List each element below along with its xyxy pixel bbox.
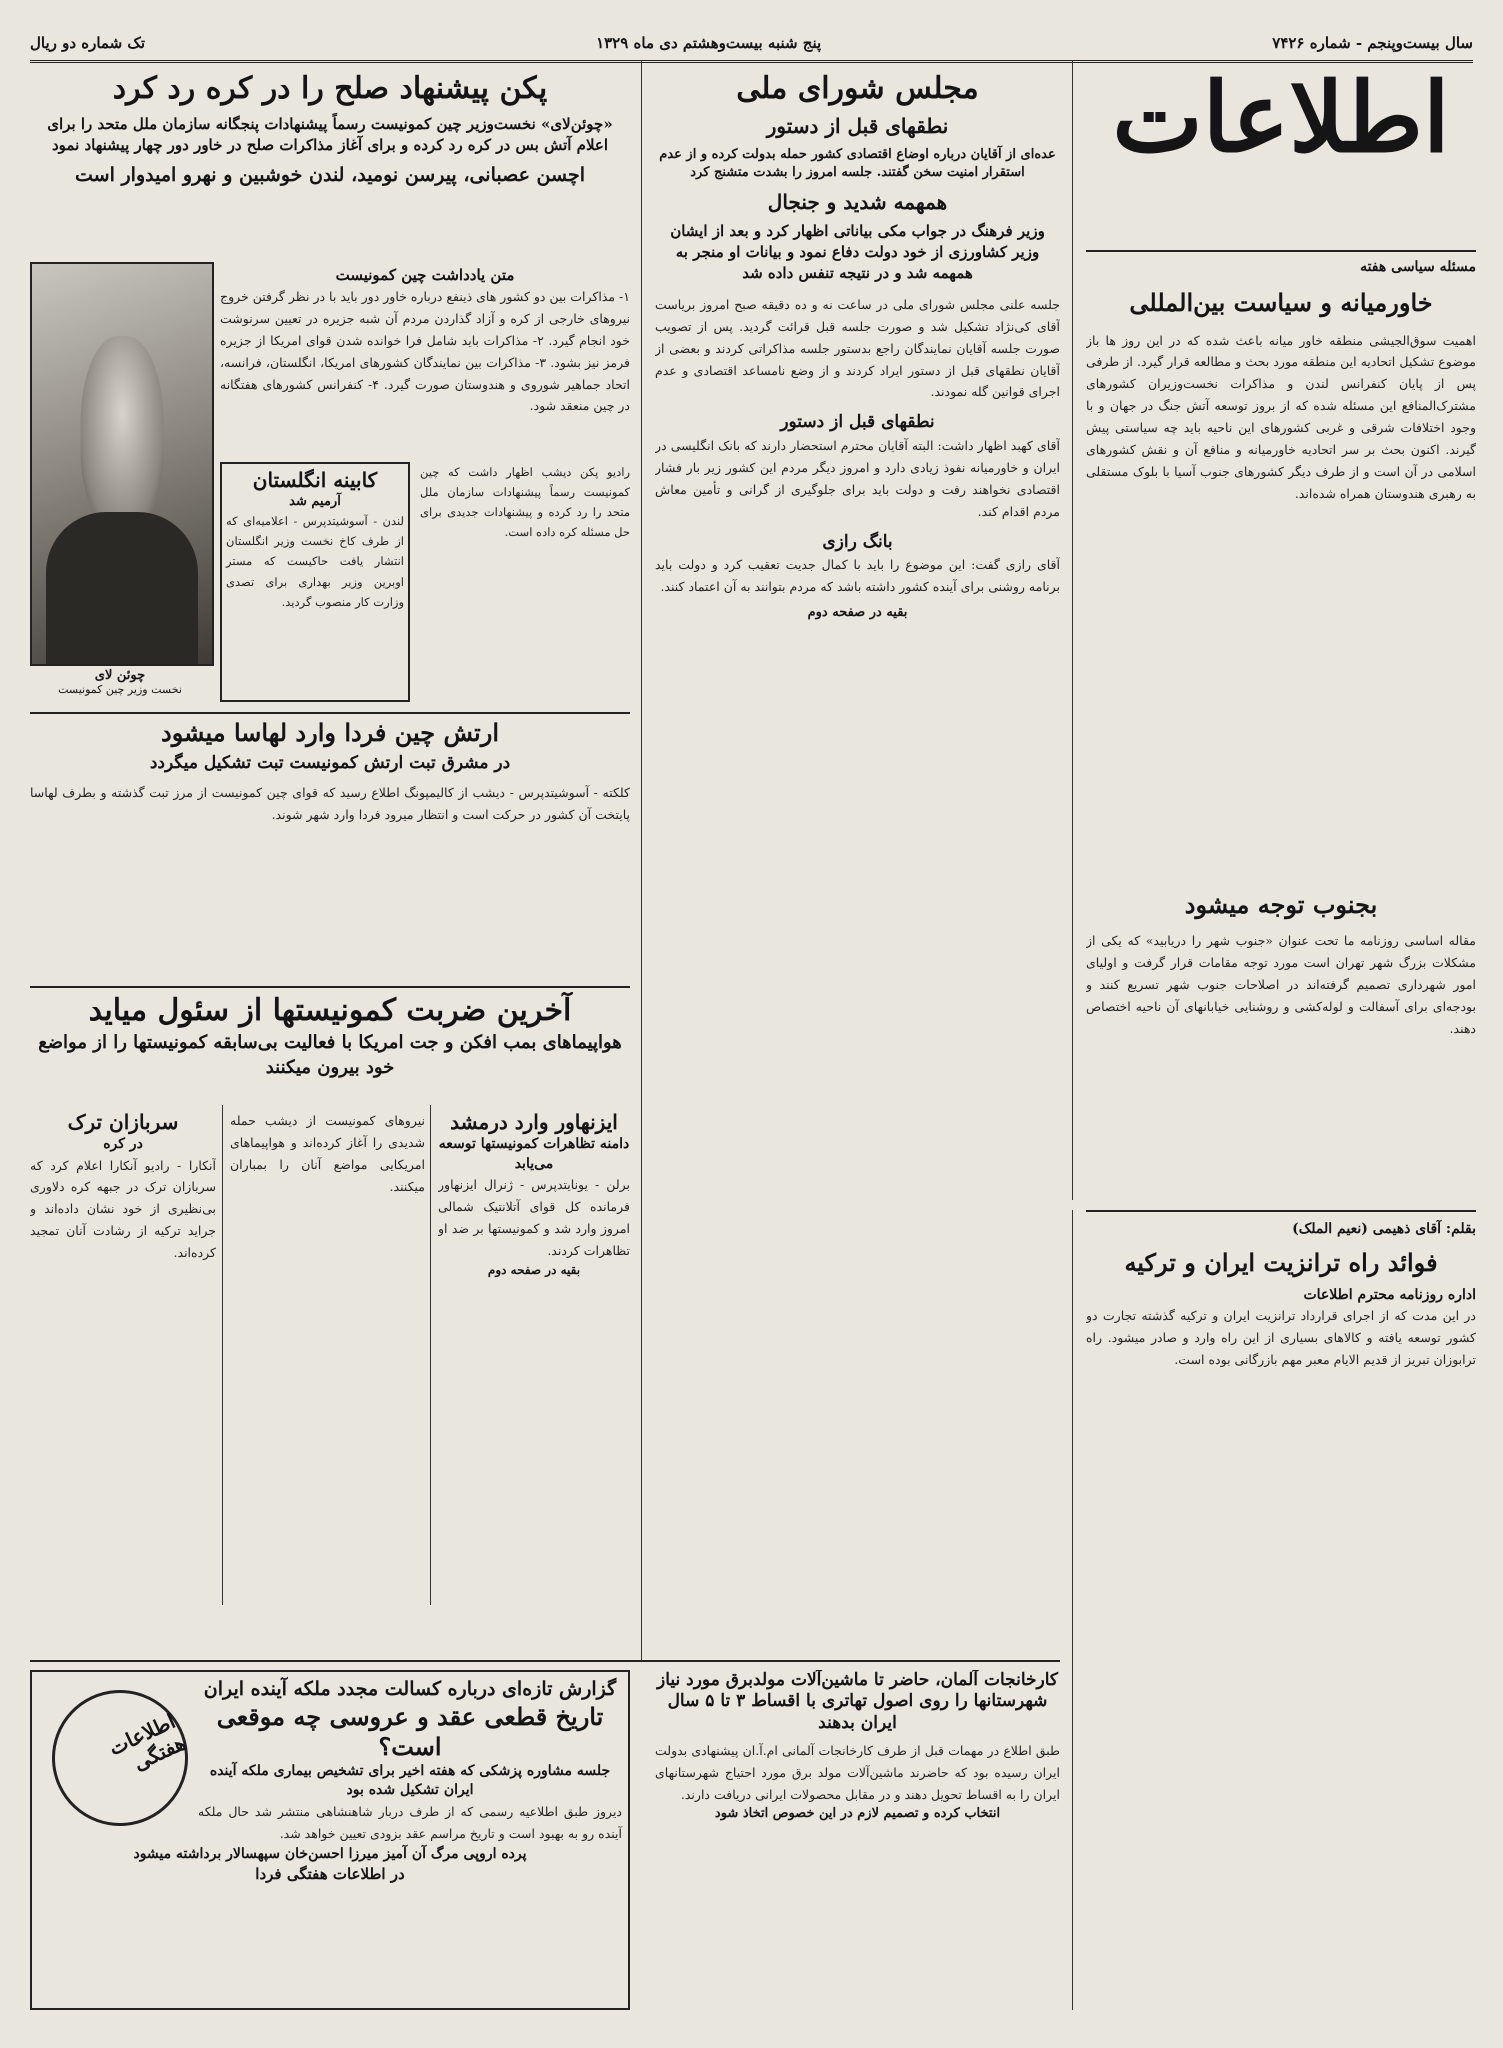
article-middle-east (1086, 258, 1476, 878)
article-subheadline: همهمه شدید و جنجال (767, 189, 948, 214)
logo-block (1086, 70, 1476, 250)
masthead (30, 26, 1473, 63)
article-subheadline: اداره روزنامه محترم اطلاعات (1303, 1286, 1476, 1303)
article-body: برلن - یونایتدپرس - ژنرال ایزنهاور فرمانده کل قوای آتلانتیک شمالی امروز وارد شد و کمونیستها بر ضد او تظاهرات کردند. (438, 1177, 630, 1258)
divider (30, 986, 630, 988)
article-body: جلسه علنی مجلس شورای ملی در ساعت نه و ده دقیقه صبح امروز بریاست آقای کی‌نژاد تشکیل شد و صورت جلسه قبل قرائت گردید. پس از تصویب صورت جلسه آقایان نمایندگان راجع بدستور جلسه مذاکراتی کردند و بعضی از آقایان نطقهای قبل از دستور ایراد کردند و از وضع نامساعد اقتصادی و عدم اجرای قوانین گله نمودند. (655, 296, 1060, 400)
caption-name: چوئن لای (94, 668, 146, 683)
article-headline: کارخانجات آلمان، حاضر تا ماشین‌آلات مولدبرق مورد نیاز شهرستانها را روی اصول تهاتری با اقساط ۳ تا ۵ سال ایران بدهند (656, 1670, 1059, 1733)
article-footer: انتخاب کرده و تصمیم لازم در این خصوص اتخاذ شود (714, 1806, 1001, 1822)
article-tibet (30, 718, 630, 978)
article-subheadline: نطقهای قبل از دستور (766, 113, 949, 138)
article-subheadline: نطقهای قبل از دستور (780, 412, 935, 433)
portrait-suit (46, 512, 197, 664)
article-headline: گزارش تازه‌ای درباره کسالت مجدد ملکه آینده ایران (203, 1678, 617, 1700)
article-headline: کابینه انگلستان (252, 468, 378, 492)
article-headline: آخرین ضربت کمونیستها از سئول میاید (88, 993, 572, 1028)
photo-caption (30, 668, 210, 696)
article-body: لندن - آسوشیتدپرس - اعلامیه‌ای که از طرف کاخ نخست وزیر انگلستان انتشار یافت حاکیست که مستر اوبرین وزیر بهداری برای تصدی وزارت کار منصوب گردید. (226, 514, 404, 609)
newspaper-logo: اطلاعات (1112, 70, 1450, 174)
article-peking-text (220, 265, 630, 455)
article-korea-front (230, 1110, 425, 1600)
article-body: دیروز طبق اطلاعیه رسمی که از طرف دربار شاهنشاهی منتشر شد حال ملکه آینده رو به بهبود است و تاریخ مراسم عقد بزودی تعیین خواهد شد. (198, 1803, 622, 1841)
article-subheadline: در مشرق تبت ارتش کمونیست تبت تشکیل میگردد (149, 753, 511, 773)
divider (30, 712, 630, 714)
issue-number: سال بیست‌وپنجم - شماره ۷۴۲۶ (1272, 34, 1473, 52)
article-headline: بجنوب توجه میشود (1184, 890, 1378, 919)
divider (30, 1660, 1060, 1662)
stamp-text: اطلاعات هفتگی (105, 1708, 190, 1776)
divider (1086, 1210, 1476, 1212)
caption-title: نخست وزیر چین کمونیست (58, 683, 182, 696)
article-radio (420, 462, 630, 702)
article-headline2: تاریخ قطعی عقد و عروسی چه موقعی است؟ (216, 1701, 604, 1761)
article-subheadline: هواپیماهای بمب افکن و جت امریکا با فعالیت بی‌سابقه کمونیستها را از مواضع خود بیرون میکنند (38, 1031, 622, 1078)
article-footer: در اطلاعات هفتگی فردا (255, 1865, 405, 1884)
article-kicker: مسئله سیاسی هفته (1360, 259, 1476, 275)
article-turkish-soldiers (30, 1110, 216, 1600)
article-headline: ایزنهاور وارد درمشد (450, 1110, 618, 1134)
portrait-photo (30, 262, 214, 666)
article-cabinet (220, 462, 410, 702)
portrait-face (81, 336, 164, 528)
article-headline: مجلس شورای ملی (736, 71, 979, 106)
article-subheadline: متن یادداشت چین کمونیست (335, 266, 515, 284)
article-summary: «چوئن‌لای» نخست‌وزیر چین کمونیست رسماً پیشنهادات پنجگانه سازمان ملل متحد را برای اعلام آتش بس در کره رد کرده و برای آغاز مذاکرات صلح در خاور دور چهار پیشنهاد نمود (47, 114, 613, 154)
article-subheadline: جلسه مشاوره پزشکی که هفته اخیر برای تشخیص بیماری ملکه آینده ایران تشکیل شده بود (209, 1762, 611, 1799)
article-south-city (1086, 890, 1476, 1140)
article-body: نیروهای کمونیست از دیشب حمله شدیدی را آغاز کرده‌اند و هواپیماهای امریکایی مواضع آنان را بمباران میکنند. (230, 1113, 425, 1194)
column-divider (1072, 1210, 1073, 2010)
article-body: ۱- مذاکرات بین دو کشور های ذینفع درباره خاور دور باید با در نظر گرفتن خروج نیروهای خارجی از کره و آزاد گذاردن مردم آن شبه جزیره در تعیین سرنوشت خود انجام گیرد. ۲- مذاکرات باید شامل فرا خوانده شدن قوای امریکا از جزیره فرمز نیز بشود. ۳- مذاکرات بین نمایندگان کشورهای امریکا، انگلستان، فرانسه، اتحاد جماهیر شوروی و هندوستان صورت گیرد. ۴- کنفرانس کشورهای هفتگانه در چین منعقد شود. (220, 289, 630, 414)
article-subheadline: دامنه تظاهرات کمونیستها توسعه می‌یابد (438, 1136, 630, 1172)
article-body: رادیو پکن دیشب اظهار داشت که چین کمونیست رسماً پیشنهادات سازمان ملل متحد را رد کرده و پیشنهادات جدیدی برای حل مسئله کره داده است. (420, 465, 630, 540)
article-subheadline: اچسن عصبانی، پیرسن نومید، لندن خوشبین و نهرو امیدوار است (75, 163, 585, 186)
article-eisenhower (438, 1110, 630, 1600)
article-subheadline: در کره (103, 1136, 143, 1152)
article-german-factories (655, 1670, 1060, 2010)
column-divider (641, 60, 642, 1660)
divider (1086, 250, 1476, 252)
article-body: مقاله اساسی روزنامه ما تحت عنوان «جنوب شهر را دریابید» که یکی از مشکلات بزرگ شهر تهران است مورد توجه مقامات قرار گرفت و اولیای امور شهرداری تصمیم گرفته‌اند در اصلاحات جنوب شهر تسریع کنند و بودجه‌ای برای آسفالت و لوله‌کشی و روشنایی خیابانهای آن ناحیه اختصاص دهند. (1086, 933, 1476, 1036)
article-summary: عده‌ای از آقایان درباره اوضاع اقتصادی کشور حمله بدولت کرده و از عدم استقرار امنیت سخن گفتند. جلسه امروز را بشدت متشنج کرد (659, 146, 1056, 180)
article-subheadline: آرمیم شد (289, 494, 341, 509)
article-headline: خاورمیانه و سیاست بین‌المللی (1129, 287, 1433, 317)
column-divider (430, 1105, 431, 1605)
article-headline: فوائد راه ترانزیت ایران و ترکیه (1124, 1247, 1438, 1277)
issue-price: تک شماره دو ریال (30, 34, 145, 52)
article-body: آقای رازی گفت: این موضوع را باید با کمال جدیت تعقیب کرد و دولت باید برنامه روشنی برای آینده کشور داشته باشد که مردم بتوانند به آن اعتماد کنند. (655, 557, 1060, 595)
article-subheadline: پرده اروپی مرگ آن آمیز میرزا احسن‌خان سپهسالار برداشته میشود (133, 1845, 527, 1862)
article-headline: ارتش چین فردا وارد لهاسا میشود (161, 718, 499, 747)
column-divider (222, 1105, 223, 1605)
continued-note: بقیه در صفحه دوم (807, 605, 908, 621)
article-headline: سربازان ترک (67, 1110, 179, 1134)
column-divider (1072, 60, 1073, 1200)
article-body: آقای کهبد اظهار داشت: البته آقایان محترم استحضار دارند که بانک انگلیسی در ایران و خاورمیانه نفوذ زیادی دارد و امروز دیگر مردم این کشور زیر بار فشار اقتصادی نخواهند رفت و دولت باید برای جلوگیری از گرانی و تأمین معاش مردم اقدام کند. (655, 438, 1060, 519)
article-body: طبق اطلاع در مهمات قبل از طرف کارخانجات آلمانی ام.آ.ان پیشنهادی بدولت ایران رسیده بود که حاضرند ماشین‌آلات مولد برق مورد احتیاج شهرستانهای ایران را به اقساط تحویل دهند و در مقابل محصولات ایرانی دریافت دارند. (655, 1742, 1060, 1802)
article-seoul (30, 992, 630, 1102)
article-byline: بقلم: آقای ذهیمی (نعیم الملک) (1292, 1221, 1476, 1237)
article-peking (30, 70, 630, 260)
article-parliament (655, 70, 1060, 1190)
article-subheadline: بانگ رازی (822, 531, 893, 552)
issue-date: پنج شنبه بیست‌وهشتم دی ماه ۱۳۲۹ (596, 34, 822, 52)
article-body: اهمیت سوق‌الجیشی منطقه خاور میانه باعث شده که در این روز ها باز موضوع تشکیل اتحادیه این منطقه مورد بحث و مطالعه قرار گیرد. از طرفی پس از پایان کنفرانس لندن و مذاکرات نخست‌وزیران کشورهای مشترک‌المنافع این مسئله شده که از بروز توسعه آتش جنگ در جهان و با وجود اختلافات شرقی و غربی کشورهای این ناحیه باید چه سیاستی پیش گیرند. اکنون بحث بر سر اتحادیه خاورمیانه و منافع آن و نقش کشورهای اسلامی در آن است و از طرف دیگر کشورهای جنوب آسیا با بلوک مستقلی به رهبری هندوستان همراه شده‌اند. (1086, 332, 1476, 501)
continued-note: بقیه در صفحه دوم (487, 1262, 581, 1277)
article-body: در این مدت که از اجرای قرارداد ترانزیت ایران و ترکیه گذشته تجارت دو کشور توسعه یافته و کالاهای بسیاری از این راه وارد و صادر میشود. راه ترابوزان تبریز از قدیم الایام معبر مهم بازرگانی بوده است. (1086, 1308, 1476, 1367)
article-transit (1086, 1220, 1476, 2010)
article-body: کلکته - آسوشیتدپرس - دیشب از کالیمپونگ اطلاع رسید که قوای چین کمونیست از مرز تبت گذشته و بطرف لهاسا پایتخت آن کشور در حرکت است و انتظار میرود فردا وارد شهر شوند. (30, 784, 630, 822)
article-headline: پکن پیشنهاد صلح را در کره رد کرد (112, 71, 548, 106)
article-summary: وزیر فرهنگ در جواب مکی بیاناتی اظهار کرد و بعد از ایشان وزیر کشاورزی از خود دولت دفاع نمود و بیانات او منجر به همهمه شد و در نتیجه تنفس داده شد (670, 221, 1045, 282)
article-body: آنکارا - رادیو آنکارا اعلام کرد که سربازان ترک در جبهه کره دلاوری بی‌نظیری از خود نشان داده‌اند و جراید ترکیه از رشادت آنان تمجید کرده‌اند. (30, 1157, 216, 1261)
